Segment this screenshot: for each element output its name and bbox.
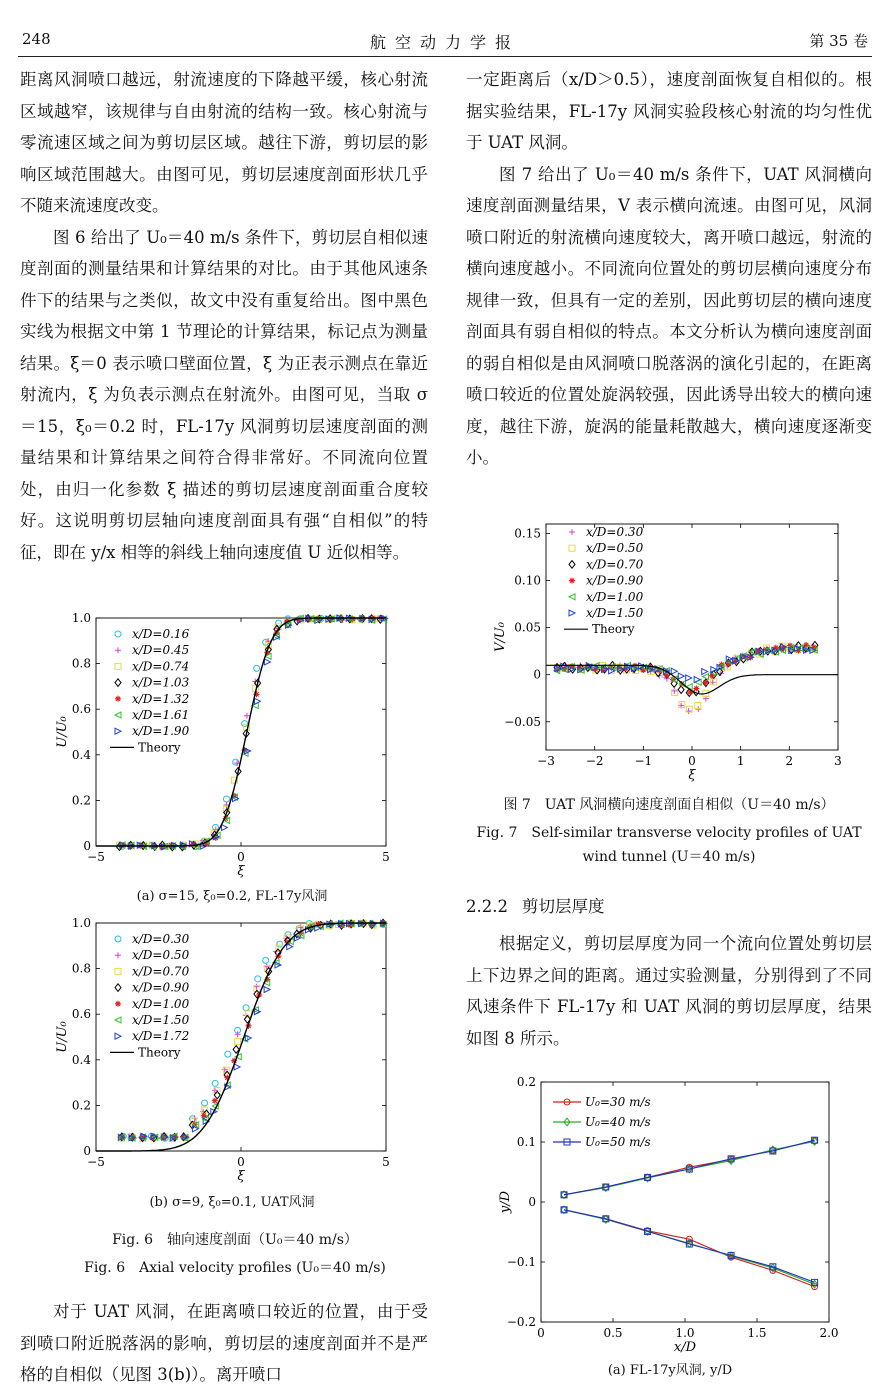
legend-label: x/D=1.00 [132,996,190,1011]
x-tick-label: 0.5 [603,1326,623,1340]
legend-label: x/D=0.16 [132,627,190,641]
right-paragraph-3: 根据定义，剪切层厚度为同一个流向位置处剪切层上下边界之间的距离。通过实验测量，分别得到了不同风速条件下 FL-17y 和 UAT 风洞的剪切层厚度，结果如图 8 所示。 [466,934,872,1048]
data-point [264,659,270,665]
series-5 [555,644,816,683]
y-tick-label: 1.0 [71,611,91,625]
caption-fig7-cn: 图 7 UAT 风洞横向速度剖面自相似（U＝40 m/s） [503,797,835,813]
x-tick-label: 0 [688,754,696,768]
data-point [225,1051,231,1057]
data-point [212,1080,218,1086]
header-rule [18,56,872,57]
legend-label: x/D=0.90 [586,573,644,588]
left-paragraph-1: 距离风洞喷口越远，射流速度的下降越平缓，核心射流区域越窄，该规律与自由射流的结构一致。核心射流与零流速区域之间为剪切层区域。越往下游，剪切层的影响区域范围越大。由图可见，剪切层速度剖面形状几乎不随来流速度改变。 [20,70,428,215]
legend-label: x/D=1.72 [132,1029,190,1044]
right-column [466,64,872,474]
x-axis-label: ξ [237,864,245,879]
right-column-bottom [466,928,872,1054]
data-point [702,669,708,675]
legend-label: x/D=1.50 [132,1013,190,1027]
series-0 [561,1138,818,1290]
left-paragraph-2: 图 6 给出了 U₀＝40 m/s 条件下，剪切层自相似速度剖面的测量结果和计算结果的对比。由于其他风速条件下的结果与之类似，故文中没有重复给出。图中黑色实线为根据文中第 1 节理论的计算结果，标记点为测量结果。ξ＝0 表示喷口壁面位置，ξ 为正表示测点在靠近射流内，ξ 为负表示测点在射流外。由图可见，当取 σ＝15，ξ₀＝0.2 时，FL-17y 风洞剪切层速度剖面的测量结果和计算结果之间符合得非常好。不同流向位置处，由归一化参数 ξ 描述的剪切层速度剖面重合度较好。这说明剪切层轴向速度剖面具有强“自相似”的特征，即在 y/x 相等的斜线上轴向速度值 U 近似相等。 [20,227,428,562]
legend-marker [115,1017,121,1023]
legend-marker [115,647,121,653]
left-column [20,64,428,568]
caption-fig6-en: Fig. 6 Axial velocity profiles (U₀＝40 m/s) [84,1260,386,1276]
data-point [223,796,229,802]
legend-label: x/D=1.61 [132,708,190,722]
y-tick-label: 0.4 [71,747,91,762]
y-tick-label: 0.1 [516,1135,536,1149]
caption-fig7-en-2: wind tunnel (U＝40 m/s) [582,849,756,865]
legend-marker [115,696,121,702]
chart-fig8a [495,1072,845,1360]
x-axis-label: x/D [673,1340,697,1355]
section-heading [466,893,618,917]
legend-label: x/D=0.74 [132,659,190,674]
legend-marker [569,578,575,584]
figure-6a [52,610,412,884]
section-title: 剪切层厚度 [521,897,605,916]
legend-marker [115,663,121,669]
y-tick-label: 0.2 [71,793,91,808]
x-tick-label: −5 [87,1155,105,1169]
series-2 [561,1137,818,1285]
y-tick-label: −0.1 [506,1255,536,1269]
x-tick-label: 0 [237,1155,245,1169]
data-point [671,688,677,694]
y-axis-label: V/U₀ [493,622,508,652]
legend-label: Theory [138,740,181,755]
y-tick-label: 0.6 [71,702,91,717]
chart-fig6a [52,610,412,880]
data-point [245,1035,251,1041]
data-point [244,713,250,719]
x-tick-label: 5 [382,1155,390,1169]
data-point [678,673,684,679]
caption-fig6a: (a) σ=15, ξ₀=0.2, FL-17y风洞 [136,889,328,904]
y-tick-label: 0.05 [514,620,541,635]
y-tick-label: 0 [83,839,91,853]
x-tick-label: 0 [237,850,245,864]
journal-title: 航空动力学报 [369,33,520,52]
volume-number: 第 35 卷 [809,32,868,50]
x-tick-label: 5 [382,850,390,864]
legend-label: x/D=0.70 [586,557,644,572]
legend-label: x/D=0.50 [132,948,190,963]
y-tick-label: 0 [83,1144,91,1158]
legend-marker [569,529,575,535]
legend-label: U₀=50 m/s [585,1135,651,1149]
caption-fig6-cn: Fig. 6 轴向速度剖面（U₀＝40 m/s） [112,1232,358,1248]
y-axis-label: U/U₀ [55,716,70,748]
data-point [678,686,684,694]
x-tick-label: 1.0 [675,1326,695,1340]
y-tick-label: 0 [528,1195,536,1209]
y-tick-label: 0 [533,667,541,682]
legend-label: x/D=0.70 [132,964,190,979]
data-point [679,702,685,708]
x-tick-label: 1.5 [747,1326,767,1340]
right-paragraph-2: 图 7 给出了 U₀＝40 m/s 条件下，UAT 风洞横向速度剖面测量结果，V 表示横向流速。由图可见，风洞喷口附近的射流横向速度较大，离开喷口越远，射流的横向速度越小。不同流向位置处的剪切层横向速度分布规律一致，但具有一定的差别，因此剪切层的横向速度剖面具有弱自相似的特点。本文分析认为横向速度剖面的弱自相似是由风洞喷口脱落涡的演化引起的，在距离喷口较近的位置处旋涡较强，因此诱导出较大的横向速度，越往下游，旋涡的能量耗散越大，横向速度逐渐变小。 [466,164,872,467]
legend-marker [569,561,575,569]
legend-marker [115,968,121,974]
legend-marker [115,728,121,734]
data-point [221,825,227,831]
data-point [243,1005,249,1011]
right-paragraph-1: 一定距离后（x/D＞0.5），速度剖面恢复自相似的。根据实验结果，FL-17y 风洞实验段核心射流的均匀性优于 UAT 风洞。 [466,70,872,152]
x-tick-label: −2 [585,754,604,768]
data-point [702,680,708,686]
section-number: 2.2.2 [466,897,508,916]
legend-marker [115,1001,121,1007]
legend-label: x/D=0.30 [586,525,644,539]
caption-fig7-en-1: Fig. 7 Self-similar transverse velocity profiles of UAT [476,825,862,841]
page-number: 248 [22,30,51,48]
y-tick-label: 0.15 [514,526,541,541]
y-tick-label: 0.2 [516,1075,536,1089]
data-point [671,668,677,674]
legend-label: x/D=1.32 [132,691,190,706]
page-header [0,0,890,58]
legend-label: x/D=0.90 [132,980,190,995]
data-point [233,759,239,765]
y-tick-label: 0.4 [71,1052,91,1067]
legend-label: x/D=1.00 [586,589,644,604]
series-line-lower [564,1210,815,1287]
chart-fig6b [52,915,412,1187]
y-tick-label: −0.05 [504,714,541,729]
y-tick-label: 0.10 [514,573,541,588]
legend-label: x/D=0.30 [132,932,190,946]
data-point [263,957,269,963]
legend-marker [115,679,121,687]
y-tick-label: 0.2 [71,1098,91,1113]
y-axis-label: y/D [498,1190,513,1214]
legend-label: Theory [138,1045,181,1060]
legend-label: x/D=0.45 [132,643,190,658]
legend-label: U₀=30 m/s [585,1095,651,1109]
left-paragraph-3: 对于 UAT 风洞，在距离喷口较近的位置，由于受到喷口附近脱落涡的影响，剪切层的速度剖面并不是严格的自相似（见图 3(b)）。离开喷口 [20,1302,428,1384]
legend-marker [115,712,121,718]
legend-marker [115,952,121,958]
legend-marker [569,545,575,551]
legend-marker [115,631,121,637]
x-axis-label: ξ [688,768,696,783]
data-point [695,706,701,712]
legend-marker [115,1033,121,1039]
data-point [255,976,261,982]
x-tick-label: −5 [87,850,105,864]
legend-marker [115,936,121,942]
figure-6b [52,915,412,1191]
legend-label: x/D=1.03 [132,675,190,690]
legend-marker [115,984,121,992]
figure-7 [490,512,850,788]
x-tick-label: 3 [834,754,842,768]
x-tick-label: −3 [537,754,555,768]
data-point [254,665,260,671]
x-tick-label: 2 [785,754,794,768]
legend-label: Theory [592,622,635,637]
legend-marker [569,610,575,616]
series-1 [561,1138,818,1288]
chart-fig7 [490,512,850,784]
caption-fig6b: (b) σ=9, ξ₀=0.1, UAT风洞 [149,1195,315,1210]
caption-fig8a: (a) FL-17y风洞, y/D [607,1363,733,1378]
data-point [242,721,248,727]
y-tick-label: 0.6 [71,1007,91,1022]
x-axis-label: ξ [237,1169,245,1184]
data-point [686,675,692,681]
data-point [235,1038,241,1044]
data-point [212,1087,218,1093]
x-tick-label: 0 [537,1326,545,1340]
y-axis-label: U/U₀ [55,1021,70,1053]
y-tick-label: 0.8 [71,656,91,671]
legend-marker [569,594,575,600]
x-tick-label: 2.0 [819,1326,839,1340]
y-tick-label: 0.8 [71,961,91,976]
legend-label: U₀=40 m/s [585,1115,651,1129]
left-column-bottom [20,1296,428,1391]
data-point [234,1064,240,1070]
data-point [264,987,270,993]
x-tick-label: −1 [634,754,653,768]
y-tick-label: −0.2 [506,1315,536,1329]
x-tick-label: 1 [736,754,745,768]
legend-label: x/D=1.50 [586,606,644,620]
figure-8a [495,1072,845,1364]
data-point [202,1100,208,1106]
data-point [693,686,699,692]
legend-label: x/D=0.50 [586,541,644,556]
y-tick-label: 1.0 [71,916,91,930]
legend-label: x/D=1.90 [132,724,190,739]
